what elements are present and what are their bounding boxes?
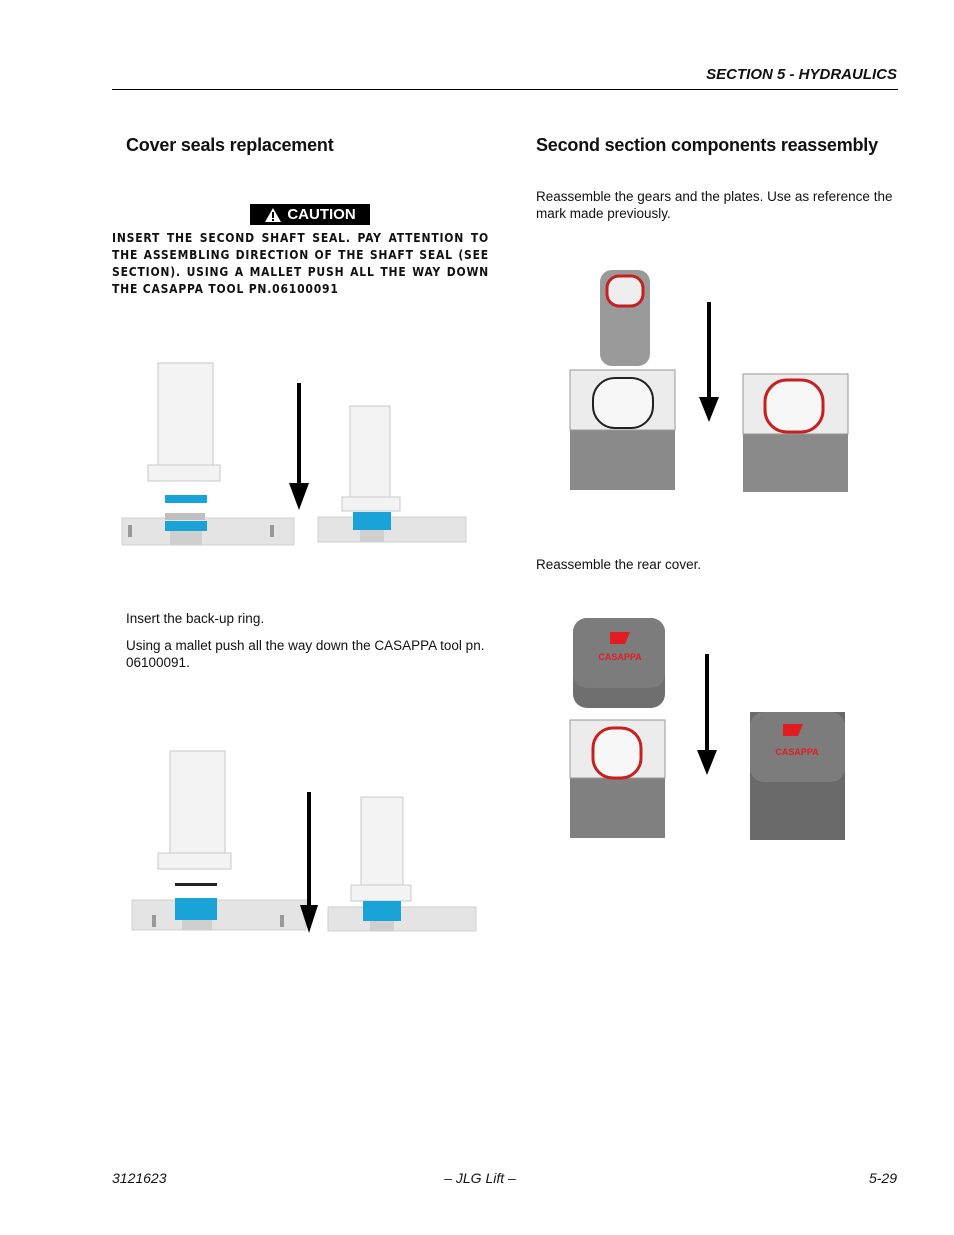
second-section-heading: Second section components reassembly [536,135,878,155]
footer-center: – JLG Lift – [444,1170,516,1186]
section-title: SECTION 5 - HYDRAULICS [706,66,897,83]
gears-figure [565,262,855,502]
caution-text: INSERT THE SECOND SHAFT SEAL. PAY ATTENTION TO THE ASSEMBLING DIRECTION OF THE SHAFT SEAL (SEE SECTION). USING A MALLET PUSH ALL THE WAY DOWN THE CASAPPA TOOL PN.06100091 [112,231,489,296]
backup-ring-text: Insert the back-up ring. [126,611,265,626]
caution-badge [250,204,370,225]
rear-cover-text: Reassemble the rear cover. [536,557,702,572]
warning-triangle-icon [264,207,282,223]
casappa-logo-top: CASAPPA [598,652,642,662]
page-number: 5-29 [868,1170,897,1186]
rear-cover-figure [565,612,855,847]
mallet-push-text: Using a mallet push all the way down the CASAPPA tool pn. 06100091. [126,638,485,670]
reassemble-gears-text: Reassemble the gears and the plates. Use as reference the mark made previously. [536,189,893,221]
caution-label: CAUTION [287,206,356,223]
casappa-logo-bottom: CASAPPA [775,747,819,757]
header-divider [112,89,898,90]
shaft-seal-figure [120,355,470,550]
document-number: 3121623 [112,1170,167,1186]
backup-ring-figure [130,745,480,940]
cover-seals-heading: Cover seals replacement [126,135,334,155]
